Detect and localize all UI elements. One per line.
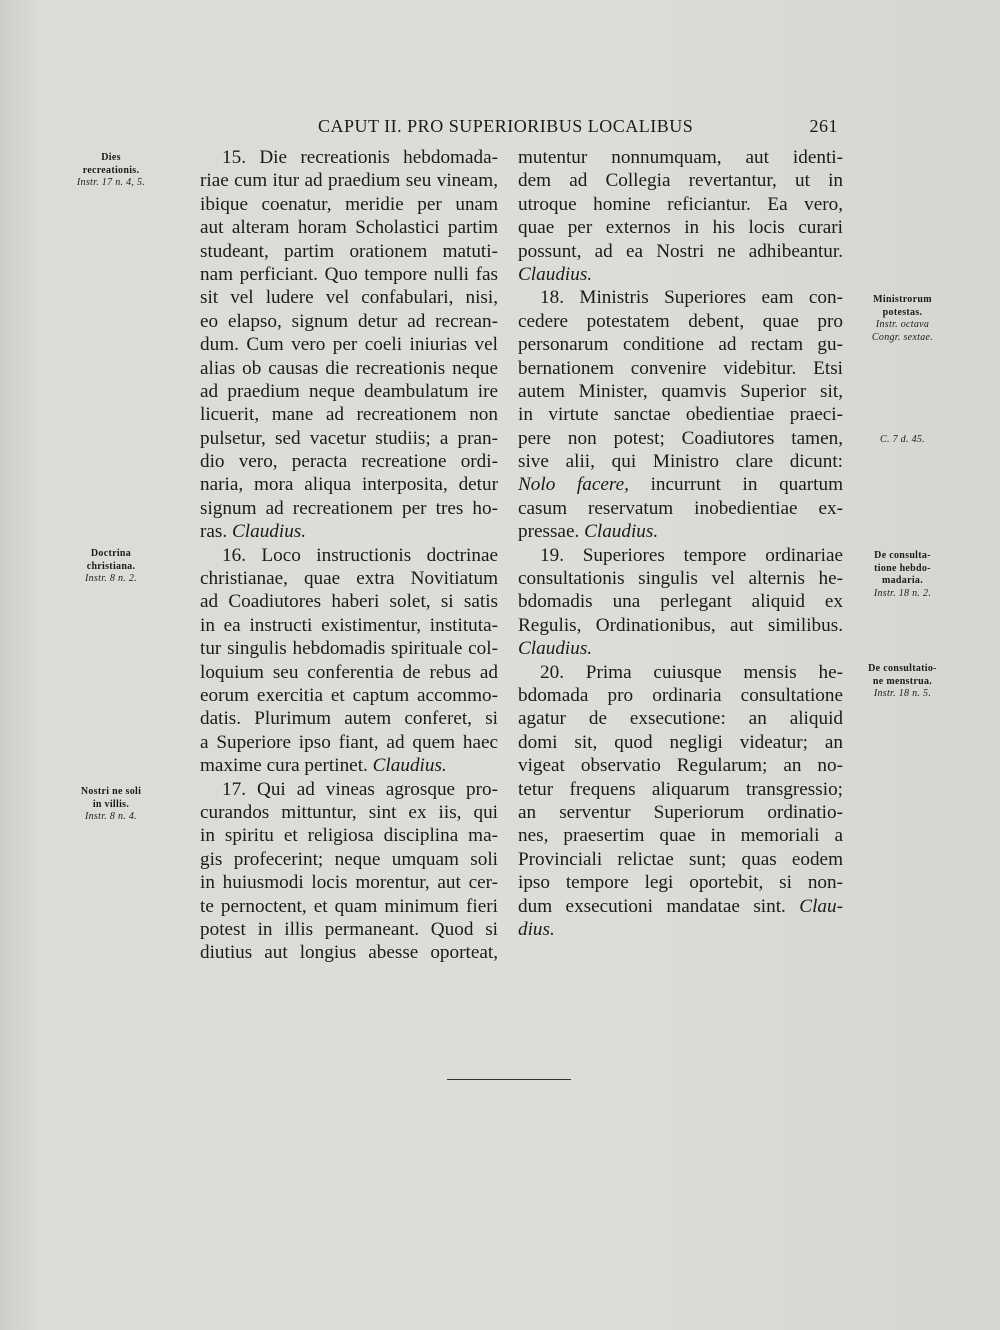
author-attribution: Claudius. bbox=[584, 521, 659, 543]
text-line: ad praedium neque deambulatum ire bbox=[200, 380, 498, 402]
text-line: 20. Prima cuiusque mensis he- bbox=[540, 661, 843, 683]
text-line bbox=[518, 637, 843, 660]
note-line: recreationis. bbox=[82, 164, 140, 176]
text-column-left bbox=[200, 146, 498, 965]
text-line: christianae, quae extra Novitiatum bbox=[200, 568, 498, 590]
margin-note-nostri-ne-soli bbox=[66, 786, 156, 824]
text-line bbox=[518, 895, 843, 918]
text-line: te pernoctent, et quam minimum fieri bbox=[200, 895, 498, 917]
text-line: cedere potestatem debent, quae pro bbox=[518, 310, 843, 332]
margin-note-doctrina-christiana bbox=[66, 548, 156, 586]
page-number: 261 bbox=[809, 116, 838, 136]
text-line: riae cum itur ad praedium seu vineam, bbox=[200, 170, 498, 192]
text-line: in virtute sanctae obedientiae praeci- bbox=[518, 404, 843, 426]
text-line bbox=[518, 520, 843, 543]
text-line: mutentur nonnumquam, aut identi- bbox=[518, 147, 843, 168]
text-line: casum reservatum inobedientiae ex- bbox=[518, 497, 843, 519]
text-line: naria, mora aliqua interposita, detur bbox=[200, 474, 498, 496]
text-line: a Superiore ipso fiant, ad quem haec bbox=[200, 731, 498, 753]
text-line: bdomada pro ordinaria consultatione bbox=[518, 684, 843, 706]
end-rule-divider bbox=[447, 1079, 571, 1080]
text-line bbox=[200, 520, 498, 543]
text-line: dio vero, peracta recreatione ordi- bbox=[200, 451, 498, 473]
note-line: Dies bbox=[101, 152, 121, 163]
text-line: autem Minister, quamvis Superior sit, bbox=[518, 380, 843, 402]
author-attribution: Claudius. bbox=[372, 755, 447, 777]
text-line bbox=[518, 918, 843, 941]
text-line: loquium seu conferentia de rebus ad bbox=[200, 661, 498, 683]
note-line: De consultatio- bbox=[868, 663, 937, 674]
text-line: licuerit, mane ad recreationem non bbox=[200, 404, 498, 426]
note-reference: Instr. 8 n. 2. bbox=[85, 573, 137, 584]
text-line: 19. Superiores tempore ordinariae bbox=[540, 544, 843, 566]
text-line: agatur de exsecutione: an aliquid bbox=[518, 708, 843, 730]
text-line: domi sit, quod negligi videatur; an bbox=[518, 731, 843, 753]
text-fragment: maxime cura pertinet. bbox=[200, 755, 373, 777]
text-line: an serventur Superiorum ordinatio- bbox=[518, 801, 843, 823]
text-line: sit vel ludere vel confabulari, nisi, bbox=[200, 287, 498, 309]
text-line: studeant, partim orationem matuti- bbox=[200, 240, 498, 262]
text-line: vigeat observatio Regularum; an no- bbox=[518, 755, 843, 777]
author-attribution: Claudius. bbox=[518, 263, 593, 285]
text-line: personarum conditione ad rectam gu- bbox=[518, 334, 843, 356]
margin-note-ministrorum-potestas bbox=[855, 294, 950, 344]
author-attribution: Claudius. bbox=[231, 521, 307, 543]
author-attribution: Claudius. bbox=[518, 638, 593, 660]
text-line: ipso tempore legi oportebit, si non- bbox=[518, 872, 843, 894]
note-line: christiana. bbox=[86, 560, 136, 572]
note-reference: Instr. 17 n. 4, 5. bbox=[76, 177, 146, 188]
text-line: tetur frequens aliquarum transgressio; bbox=[518, 778, 843, 800]
text-line: pulsetur, sed vacetur studiis; a pran- bbox=[200, 427, 498, 449]
text-line: tur singulis hebdomadis spirituale col- bbox=[200, 638, 498, 660]
margin-note-consultatione-menstrua bbox=[855, 663, 950, 701]
text-line: eo elapso, signum detur ad recrean- bbox=[200, 310, 498, 332]
text-line: ibique coenatur, meridie per unam bbox=[200, 193, 498, 215]
text-line: signum ad recreationem per tres ho- bbox=[200, 497, 498, 519]
author-attribution: Clau- bbox=[799, 895, 843, 917]
text-line: utroque homine reficiantur. Ea vero, bbox=[518, 193, 843, 215]
text-line: curandos mittuntur, sint ex iis, qui bbox=[200, 801, 498, 823]
note-line: Nostri ne soli bbox=[80, 786, 142, 797]
note-line: madaria. bbox=[881, 575, 923, 586]
text-line: in ea instructi existimentur, instituta- bbox=[200, 614, 498, 636]
text-line: dem ad Collegia revertantur, ut in bbox=[518, 170, 843, 192]
text-line bbox=[200, 754, 498, 777]
note-line: De consulta- bbox=[874, 550, 931, 561]
header-title: CAPUT II. PRO SUPERIORIBUS LOCALIBUS bbox=[318, 116, 694, 136]
text-line: Provinciali relictae sunt; quas eodem bbox=[518, 848, 843, 870]
note-line: ne menstrua. bbox=[872, 675, 933, 687]
margin-note-consultatione-hebdomadaria bbox=[855, 550, 950, 600]
note-reference: C. 7 d. 45. bbox=[880, 434, 925, 445]
note-line: Doctrina bbox=[90, 548, 132, 559]
quoted-phrase: Nolo facere, bbox=[518, 474, 629, 496]
text-line: gis profecerint; neque umquam soli bbox=[200, 848, 498, 870]
text-line bbox=[518, 473, 843, 496]
text-line: consultationis singulis vel alternis he- bbox=[518, 568, 843, 590]
text-column-right bbox=[518, 146, 843, 941]
text-line: dum. Cum vero per coeli iniurias vel bbox=[200, 334, 498, 356]
note-reference: Instr. octava bbox=[875, 319, 930, 330]
note-reference: Instr. 18 n. 2. bbox=[873, 587, 932, 599]
text-line: possunt, ad ea Nostri ne adhibeantur. bbox=[518, 240, 843, 262]
text-line: nam perficiant. Quo tempore nulli fas bbox=[200, 263, 498, 285]
text-line: datis. Plurimum autem conferet, si bbox=[200, 708, 498, 730]
text-line: in huiusmodi locis morentur, aut cer- bbox=[200, 872, 498, 894]
text-fragment: dum exsecutioni mandatae sint. bbox=[518, 895, 800, 917]
note-reference: Instr. 8 n. 4. bbox=[85, 811, 137, 822]
text-line: potest in illis permaneant. Quod si bbox=[200, 918, 498, 940]
text-line: pere non potest; Coadiutores tamen, bbox=[518, 427, 843, 449]
margin-note-dies-recreationis bbox=[66, 152, 156, 190]
text-line: 16. Loco instructionis doctrinae bbox=[222, 544, 498, 566]
text-fragment: ras. bbox=[200, 521, 232, 543]
note-line: potestas. bbox=[882, 306, 923, 318]
text-line: in spiritu et religiosa disciplina ma- bbox=[200, 825, 498, 847]
note-line: Ministrorum bbox=[873, 294, 932, 305]
text-line: eorum exercitia et captum accommo- bbox=[200, 684, 498, 706]
text-line: aut alteram horam Scholastici partim bbox=[200, 217, 498, 239]
text-line: alias ob causas die recreationis neque bbox=[200, 357, 498, 379]
text-line: 15. Die recreationis hebdomada- bbox=[222, 147, 498, 168]
text-line: 17. Qui ad vineas agrosque pro- bbox=[222, 778, 498, 800]
text-fragment: pressae. bbox=[518, 521, 585, 543]
text-line: Regulis, Ordinationibus, aut similibus. bbox=[518, 614, 843, 636]
note-line: in villis. bbox=[92, 798, 130, 810]
margin-note-c7-d45 bbox=[855, 434, 950, 447]
text-line: bdomadis una perlegant aliquid ex bbox=[518, 591, 843, 613]
text-line: quae per externos in his locis curari bbox=[518, 217, 843, 239]
text-line bbox=[518, 263, 843, 286]
author-attribution: dius. bbox=[518, 918, 555, 940]
text-line: 18. Ministris Superiores eam con- bbox=[540, 287, 843, 309]
note-line: tione hebdo- bbox=[874, 562, 931, 574]
text-line: ad Coadiutores haberi solet, si satis bbox=[200, 591, 498, 613]
note-reference: Congr. sextae. bbox=[871, 331, 934, 343]
text-line: nes, praesertim quae in memoriali a bbox=[518, 825, 843, 847]
text-line: bernationem convenire videbitur. Etsi bbox=[518, 357, 843, 379]
text-line: sive alii, qui Ministro clare dicunt: bbox=[518, 451, 843, 473]
text-line: diutius aut longius abesse oporteat, bbox=[200, 942, 498, 964]
note-reference: Instr. 18 n. 5. bbox=[873, 688, 932, 699]
text-fragment: incurrunt in quartum bbox=[628, 474, 844, 496]
